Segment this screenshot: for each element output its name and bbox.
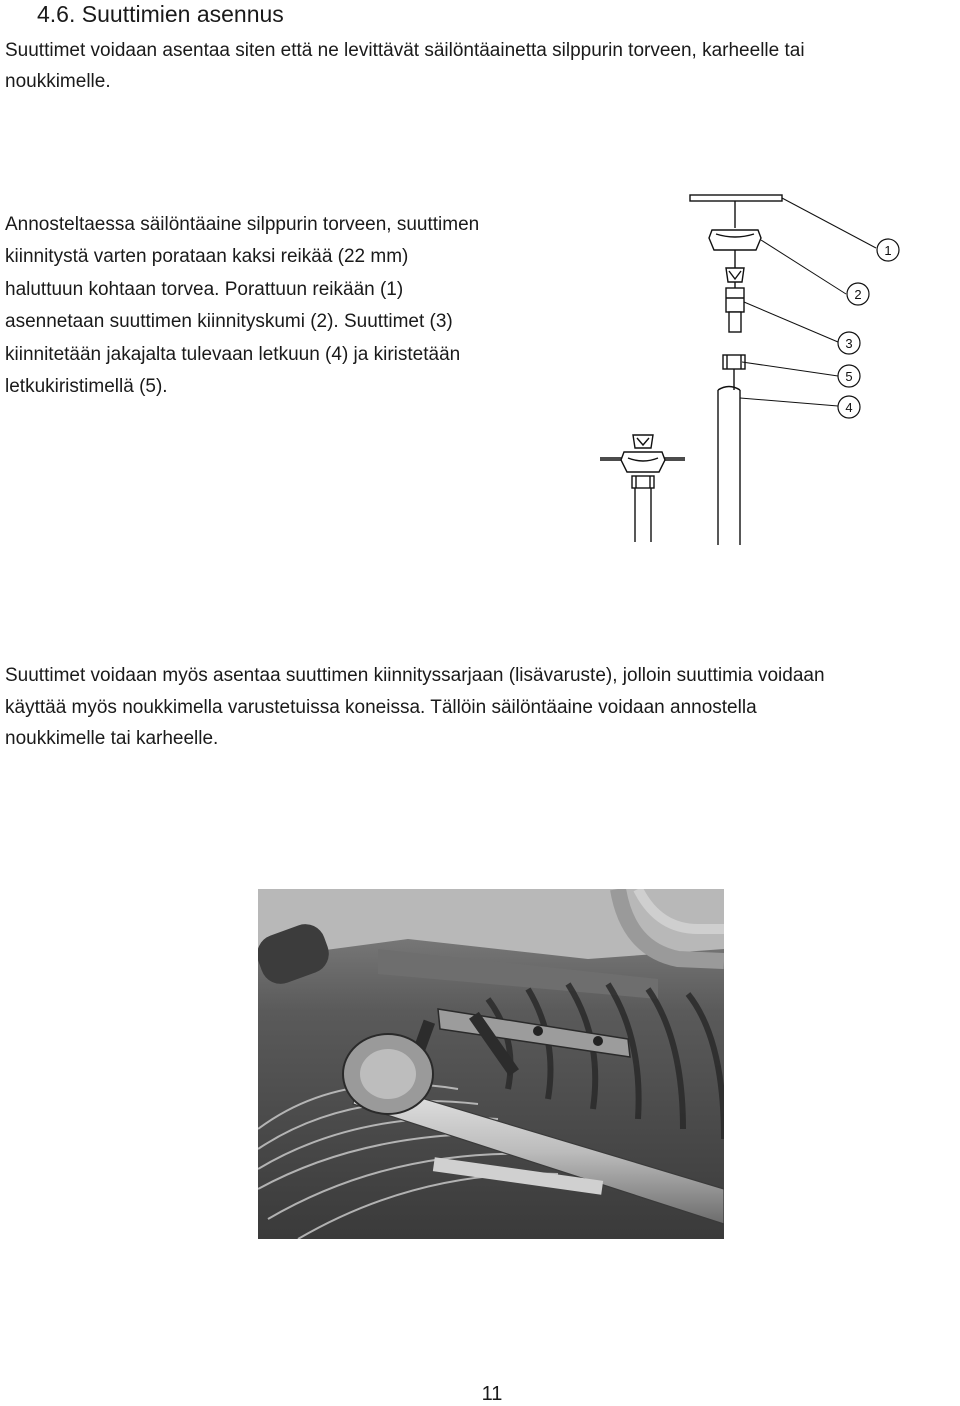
procedure-line: kiinnitystä varten porataan kaksi reikää (22 mm) <box>5 246 409 268</box>
callout-label: 3 <box>845 336 853 351</box>
section-heading <box>37 0 284 28</box>
procedure-line: kiinnitetään jakajalta tulevaan letkuun (4) ja kiristetään <box>5 343 461 365</box>
alternative-line: noukkimelle tai karheelle. <box>5 728 219 749</box>
callout-label: 1 <box>884 243 892 258</box>
page-number: 11 <box>481 1383 503 1405</box>
mounting-rubber <box>709 230 761 250</box>
alternative-paragraph <box>5 660 960 755</box>
nozzle-diagram <box>590 190 910 550</box>
hose-clamp <box>723 355 745 369</box>
procedure-line: asennetaan suuttimen kiinnityskumi (2). Suuttimet (3) <box>5 311 453 333</box>
section-title: Suuttimien asennus <box>81 1 284 27</box>
alternative-line: käyttää myös noukkimella varustetuissa koneissa. Tällöin säilöntäaine voidaan annostella <box>5 696 757 718</box>
nozzle-body <box>726 288 744 312</box>
intro-line: Suuttimet voidaan asentaa siten että ne levittävät säilöntäainetta silppurin torveen, karheelle tai <box>5 40 805 61</box>
section-number: 4.6. <box>37 1 76 27</box>
procedure-paragraph <box>5 209 565 403</box>
procedure-line: haluttuun kohtaan torvea. Porattuun reikään (1) <box>5 278 404 300</box>
callout-label: 5 <box>845 369 853 384</box>
pickup-nozzle-photo <box>258 889 724 1239</box>
intro-line: noukkimelle. <box>5 71 111 92</box>
alternative-line: Suuttimet voidaan myös asentaa suuttimen kiinnityssarjaan (lisävaruste), jolloin suuttimia voidaan <box>5 665 825 686</box>
procedure-line: Annosteltaessa säilöntäaine silppurin torveen, suuttimen <box>5 214 480 235</box>
procedure-line: letkukiristimellä (5). <box>5 376 168 398</box>
callout-label: 4 <box>845 400 853 415</box>
intro-paragraph <box>5 35 950 97</box>
callout-label: 2 <box>854 287 862 302</box>
tube-wall-plate <box>690 195 782 201</box>
